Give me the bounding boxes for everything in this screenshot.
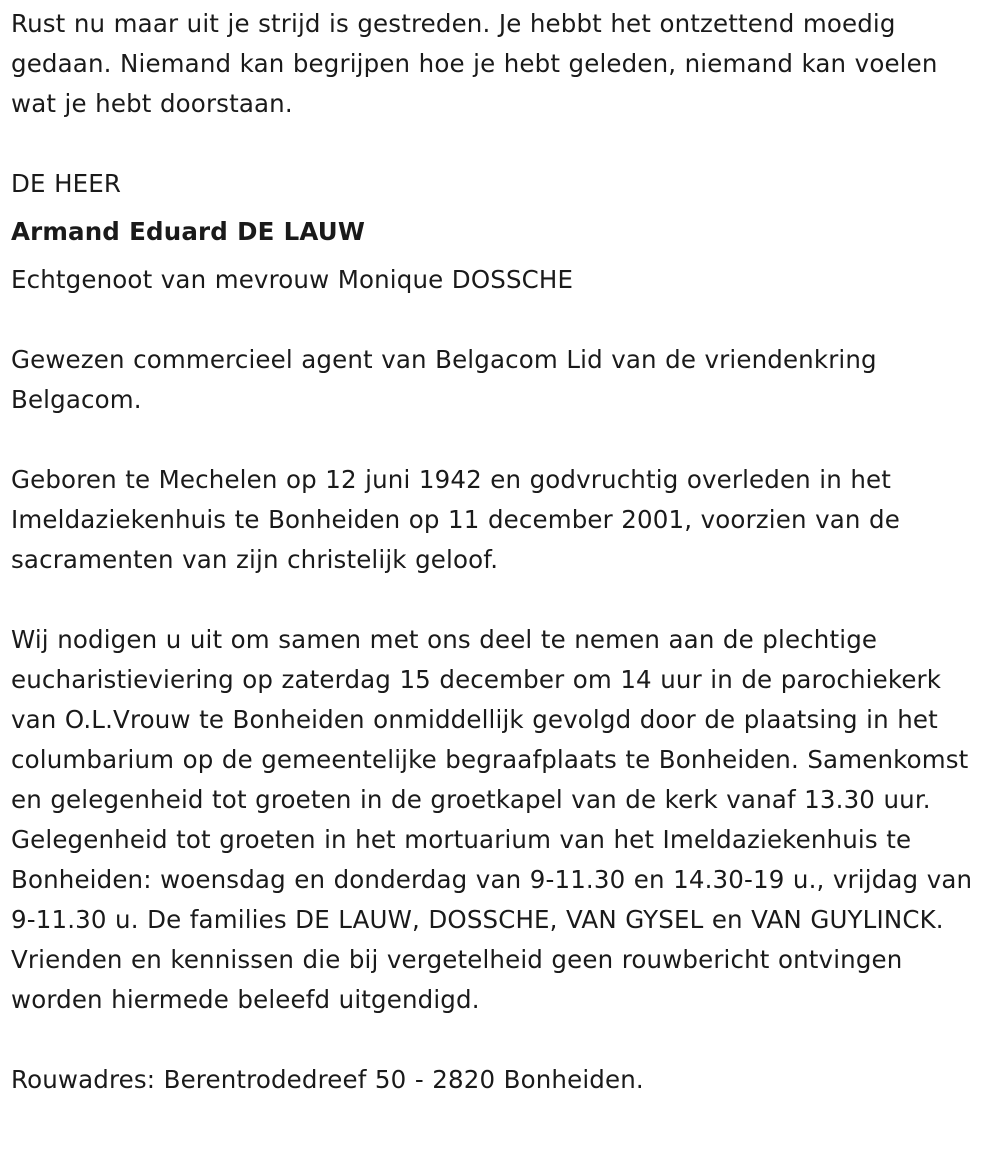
spacer bbox=[11, 300, 990, 340]
occupation-paragraph: Gewezen commercieel agent van Belgacom Lid van de vriendenkring Belgacom. bbox=[11, 345, 877, 414]
spacer bbox=[11, 124, 990, 164]
mourning-address: Rouwadres: Berentrodedreef 50 - 2820 Bonheiden. bbox=[11, 1065, 644, 1094]
spacer bbox=[11, 420, 990, 460]
spacer bbox=[11, 204, 990, 212]
spouse-line: Echtgenoot van mevrouw Monique DOSSCHE bbox=[11, 265, 574, 294]
spacer bbox=[11, 1020, 990, 1060]
deceased-name: Armand Eduard DE LAUW bbox=[11, 217, 366, 246]
birth-death-paragraph: Geboren te Mechelen op 12 juni 1942 en godvruchtig overleden in het Imeldaziekenhuis te Bonheiden op 11 december 2001, voorzien van de sacramenten van zijn christelijk geloof. bbox=[11, 465, 900, 574]
invitation-paragraph: Wij nodigen u uit om samen met ons deel te nemen aan de plechtige eucharistieviering op zaterdag 15 december om 14 uur in de parochiekerk van O.L.Vrouw te Bonheiden onmiddellijk gevolgd door de plaatsing in het columbarium op de gemeentelijke begraafplaats te Bonheiden. Samenkomst en gelegenheid tot groeten in de groetkapel van de kerk vanaf 13.30 uur. Gelegenheid tot groeten in het mortuarium van het Imeldaziekenhuis te Bonheiden: woensdag en donderdag van 9-11.30 en 14.30-19 u., vrijdag van 9-11.30 u. De families DE LAUW, DOSSCHE, VAN GYSEL en VAN GUYLINCK. Vrienden en kennissen die bij vergetelheid geen rouwbericht ontvingen worden hiermede beleefd uitgendigd. bbox=[11, 625, 973, 1014]
salutation: DE HEER bbox=[11, 169, 122, 198]
spacer bbox=[11, 252, 990, 260]
spacer bbox=[11, 580, 990, 620]
opening-quote: Rust nu maar uit je strijd is gestreden. Je hebbt het ontzettend moedig gedaan. Niemand kan begrijpen hoe je hebt geleden, niemand kan voelen wat je hebt doorstaan. bbox=[11, 9, 938, 118]
